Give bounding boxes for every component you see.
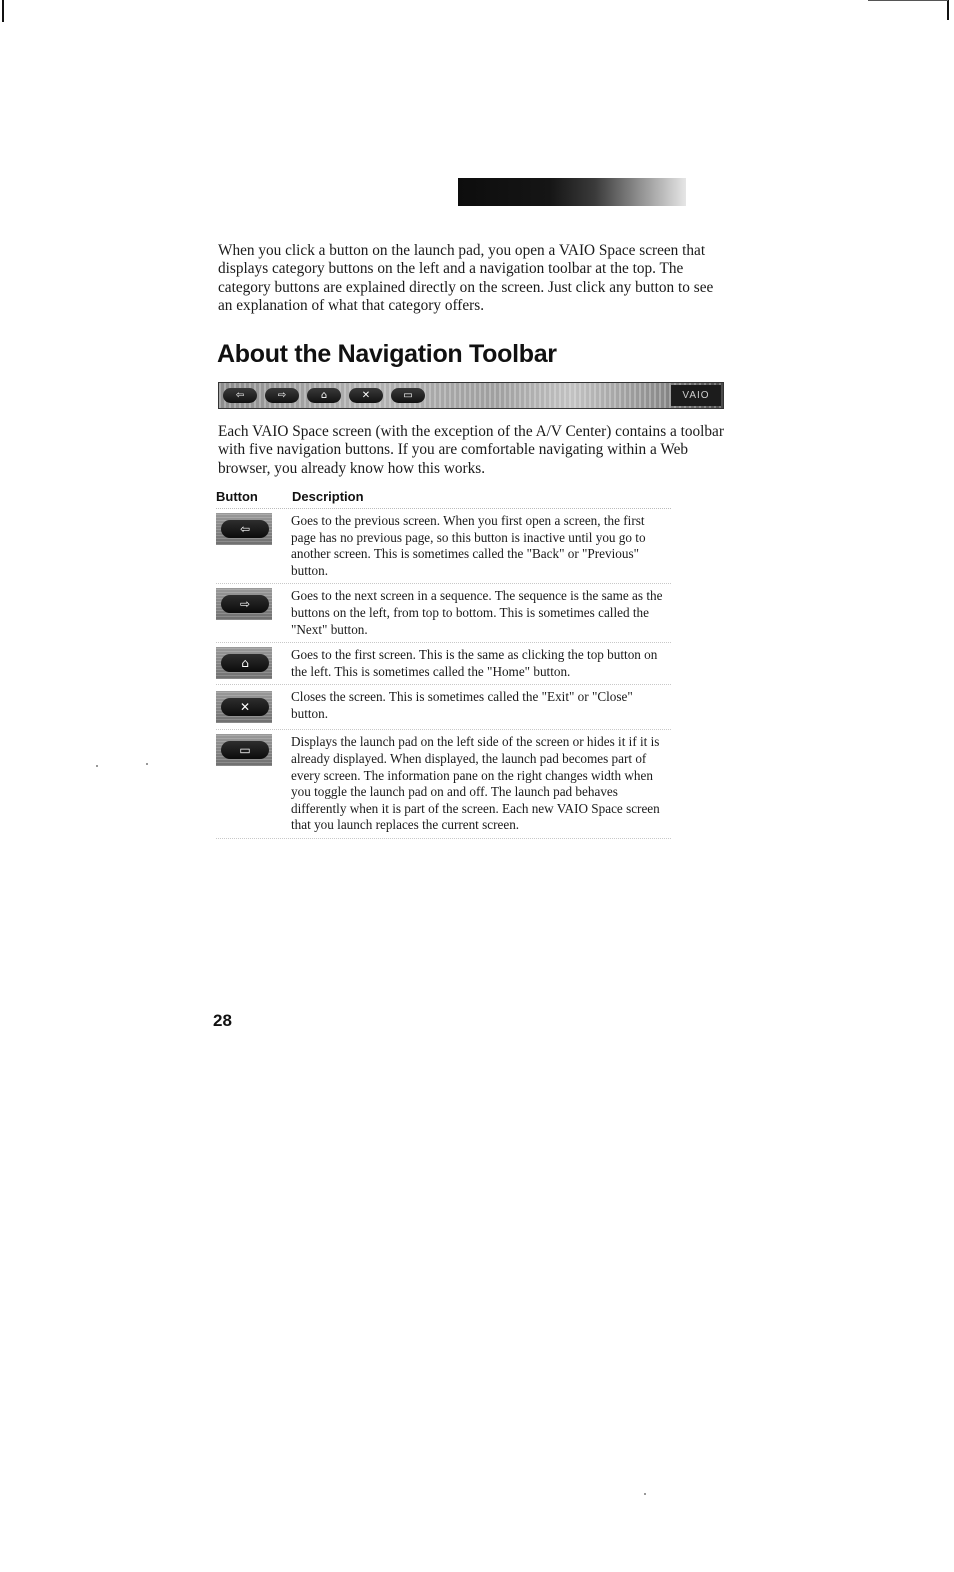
scan-speck xyxy=(644,1493,646,1495)
scan-speck xyxy=(96,765,98,767)
page-number: 28 xyxy=(213,1011,232,1030)
table-row xyxy=(216,730,671,839)
row-description: Goes to the next screen in a sequence. The sequence is the same as the buttons on the left, from top to bottom. This is sometimes called the "Next" button. xyxy=(291,588,663,637)
launch-pad-icon: ▭ xyxy=(391,388,425,403)
close-icon: ✕ xyxy=(221,698,269,716)
header-button: Button xyxy=(216,489,258,504)
back-arrow-icon: ⇦ xyxy=(221,520,269,538)
table-header-row xyxy=(216,486,671,509)
row-description: Closes the screen. This is sometimes called the "Exit" or "Close" button. xyxy=(291,689,633,721)
next-arrow-icon: ⇨ xyxy=(221,595,269,613)
row-description: Goes to the previous screen. When you first open a screen, the first page has no previous page, so this button is inactive until you go to another screen. This is sometimes called the "Back" or "Previous" button. xyxy=(291,513,646,578)
row-description: Displays the launch pad on the left side of the screen or hides it if it is already displayed. When displayed, the launch pad becomes part of every screen. The information pane on the right changes width when you toggle the launch pad on and off. The launch pad behaves differently when it is part of the screen. Each new VAIO Space screen that you launch replaces the current screen. xyxy=(291,734,660,833)
toolbar-description-paragraph: Each VAIO Space screen (with the exception of the A/V Center) contains a toolbar with five navigation buttons. If you are comfortable navigating within a Web browser, you already know how this works. xyxy=(218,423,724,477)
vaio-logo: VAIO xyxy=(671,385,721,406)
home-icon: ⌂ xyxy=(307,388,341,403)
close-icon: ✕ xyxy=(349,388,383,403)
navigation-toolbar-image xyxy=(218,382,724,409)
launch-pad-button-image xyxy=(216,734,272,766)
home-icon: ⌂ xyxy=(221,654,269,672)
table-row xyxy=(216,643,671,685)
close-button-image xyxy=(216,691,272,723)
scan-speck xyxy=(146,763,148,765)
back-arrow-icon: ⇦ xyxy=(223,388,257,403)
next-button-image xyxy=(216,588,272,620)
header-description: Description xyxy=(292,489,364,504)
launch-pad-icon: ▭ xyxy=(221,741,269,759)
crop-mark-right xyxy=(947,0,949,20)
intro-paragraph: When you click a button on the launch pad, you open a VAIO Space screen that displays category buttons on the left and a navigation toolbar at the top. The category buttons are explained directly on the screen. Just click any button to see an explanation of what that category offers. xyxy=(218,242,714,315)
table-row xyxy=(216,509,671,584)
button-description-table xyxy=(216,486,671,839)
table-row xyxy=(216,685,671,730)
crop-mark-top-rule xyxy=(868,0,948,1)
home-button-image xyxy=(216,647,272,679)
table-row xyxy=(216,584,671,643)
next-arrow-icon: ⇨ xyxy=(265,388,299,403)
row-description: Goes to the first screen. This is the same as clicking the top button on the left. This is sometimes called the "Home" button. xyxy=(291,647,658,679)
chapter-header-bar xyxy=(458,178,686,206)
back-button-image xyxy=(216,513,272,545)
section-title: About the Navigation Toolbar xyxy=(217,340,557,368)
crop-mark-left xyxy=(2,0,4,22)
